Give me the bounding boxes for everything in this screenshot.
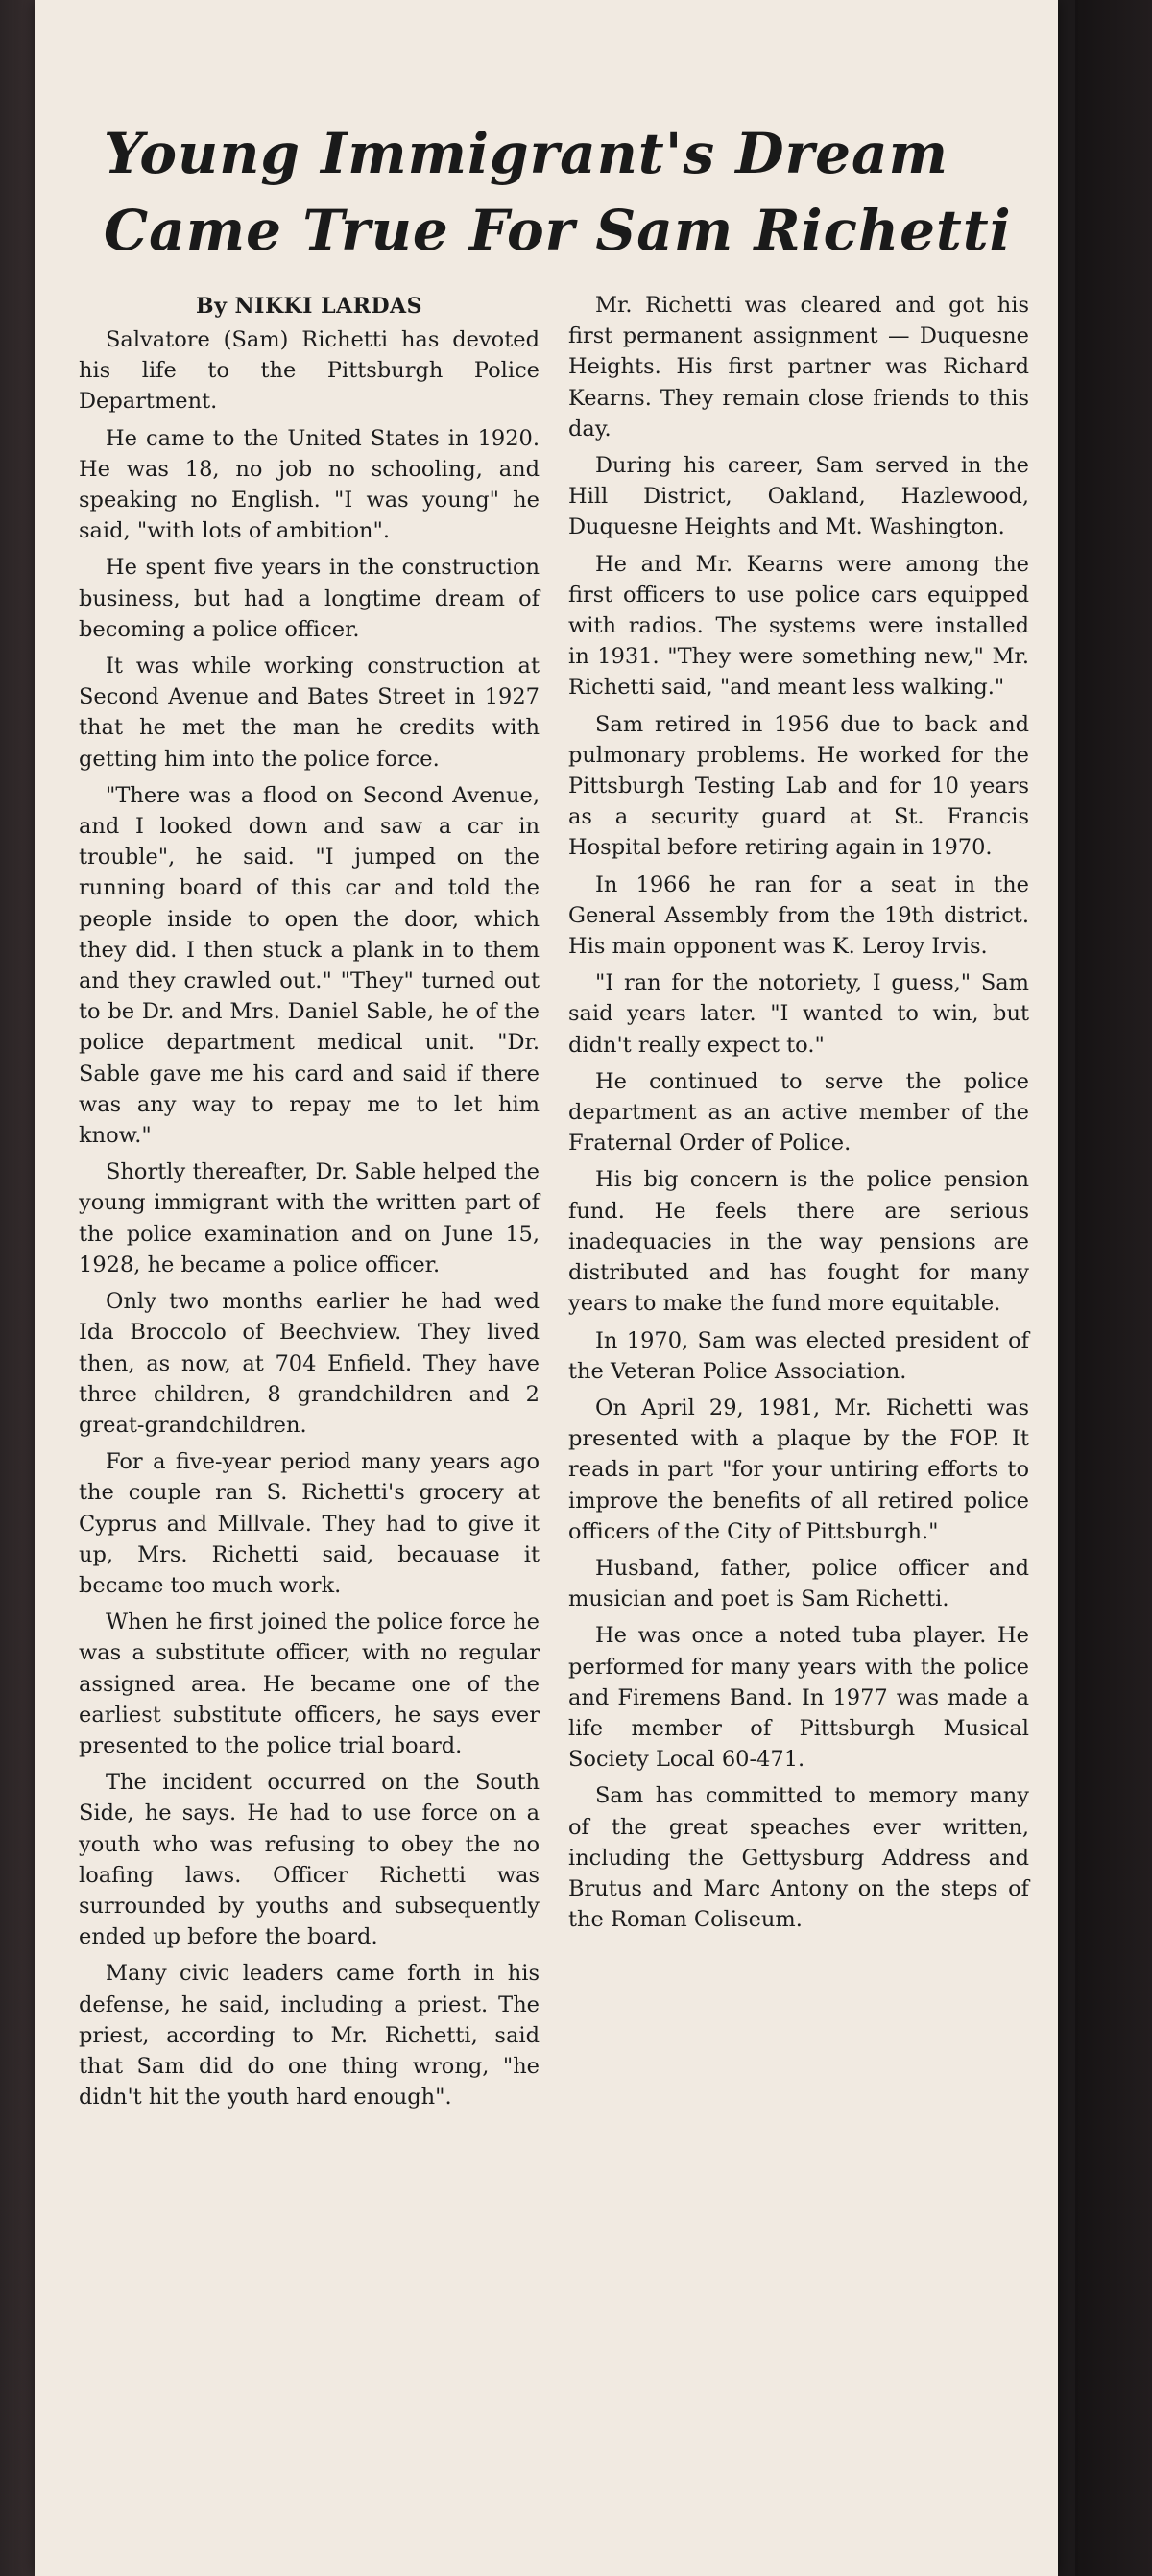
paragraph: Sam has committed to memory many of the great speaches ever written, including the Gettysburg Address and Brutus and Marc Antony on the steps of the Roman Coliseum.	[568, 1783, 1029, 1933]
paragraph: Sam retired in 1956 due to back and pulmonary problems. He worked for the Pittsburgh Testing Lab and for 10 years as a security guard at St. Francis Hospital before retiring again in 1970.	[568, 711, 1029, 861]
article-columns	[79, 290, 1029, 2118]
paragraph: For a five-year period many years ago the couple ran S. Richetti's grocery at Cyprus and Millvale. They had to give it up, Mrs. Richetti said, becauase it became too much work.	[79, 1449, 540, 1598]
paragraph: It was while working construction at Second Avenue and Bates Street in 1927 that he met the man he credits with getting him into the police force.	[79, 654, 540, 772]
byline: By NIKKI LARDAS	[196, 294, 422, 319]
paragraph: He spent five years in the construction business, but had a longtime dream of becoming a police officer.	[79, 555, 540, 642]
paragraph: He came to the United States in 1920. He was 18, no job no schooling, and speaking no English. "I was young" he said, "with lots of ambition".	[79, 425, 540, 544]
paragraph: Husband, father, police officer and musician and poet is Sam Richetti.	[568, 1555, 1029, 1612]
paragraph: "I ran for the notoriety, I guess," Sam said years later. "I wanted to win, but didn't really expect to."	[568, 970, 1029, 1058]
paragraph: Salvatore (Sam) Richetti has devoted his life to the Pittsburgh Police Department.	[79, 327, 540, 415]
paragraph: "There was a flood on Second Avenue, and I looked down and saw a car in trouble", he said. "I jumped on the running board of this car and told the people inside to open the door, which they did. I then stuck a plank in to them and they crawled out." "They" turned out to be Dr. and Mrs. Daniel Sable, he of the police department medical unit. "Dr. Sable gave me his card and said if there was any way to repay me to let him know."	[79, 782, 540, 1149]
paragraph: Shortly thereafter, Dr. Sable helped the young immigrant with the written part of the police examination and on June 15, 1928, he became a police officer.	[79, 1159, 540, 1277]
headline-line-1: Young Immigrant's Dream	[104, 121, 949, 186]
paragraph: Many civic leaders came forth in his defense, he said, including a priest. The priest, according to Mr. Richetti, said that Sam did do one thing wrong, "he didn't hit the youth hard enough".	[79, 1961, 540, 2111]
paragraph: His big concern is the police pension fund. He feels there are serious inadequacies in the way pensions are distributed and has fought for many years to make the fund more equitable.	[568, 1167, 1029, 1317]
table-surface-right	[1075, 0, 1152, 2576]
paragraph: The incident occurred on the South Side, he says. He had to use force on a youth who was refusing to obey the no loafing laws. Officer Richetti was surrounded by youths and subsequently ended up before the board.	[79, 1770, 540, 1950]
paragraph: Only two months earlier he had wed Ida Broccolo of Beechview. They lived then, as now, at 704 Enfield. They have three children, 8 grandchildren and 2 great-grandchildren.	[79, 1289, 540, 1438]
paragraph: On April 29, 1981, Mr. Richetti was presented with a plaque by the FOP. It reads in part "for your untiring efforts to improve the benefits of all retired police officers of the City of Pittsburgh."	[568, 1395, 1029, 1544]
paragraph: When he first joined the police force he was a substitute officer, with no regular assigned area. He became one of the earliest substitute officers, he says ever presented to the police trial board.	[79, 1610, 540, 1758]
paragraph: He and Mr. Kearns were among the first officers to use police cars equipped with radios. The systems were installed in 1931. "They were something new," Mr. Richetti said, "and meant less walking."	[568, 551, 1029, 701]
left-column	[79, 290, 540, 2118]
paragraph: In 1966 he ran for a seat in the General Assembly from the 19th district. His main opponent was K. Leroy Irvis.	[568, 871, 1029, 960]
right-column	[568, 290, 1029, 2118]
newspaper-clipping	[35, 0, 1058, 2576]
headline-line-2: Came True For Sam Richetti	[104, 198, 1012, 263]
paragraph: Mr. Richetti was cleared and got his first permanent assignment — Duquesne Heights. His first partner was Richard Kearns. They remain close friends to this day.	[568, 293, 1029, 441]
paragraph: During his career, Sam served in the Hill District, Oakland, Hazlewood, Duquesne Heights and Mt. Washington.	[568, 453, 1029, 540]
paragraph: He was once a noted tuba player. He performed for many years with the police and Firemens Band. In 1977 was made a life member of Pittsburgh Musical Society Local 60-471.	[568, 1623, 1029, 1773]
paragraph: He continued to serve the police department as an active member of the Fraternal Order of Police.	[568, 1068, 1029, 1157]
headline	[104, 115, 1058, 269]
paragraph: In 1970, Sam was elected president of the Veteran Police Association.	[568, 1327, 1029, 1384]
